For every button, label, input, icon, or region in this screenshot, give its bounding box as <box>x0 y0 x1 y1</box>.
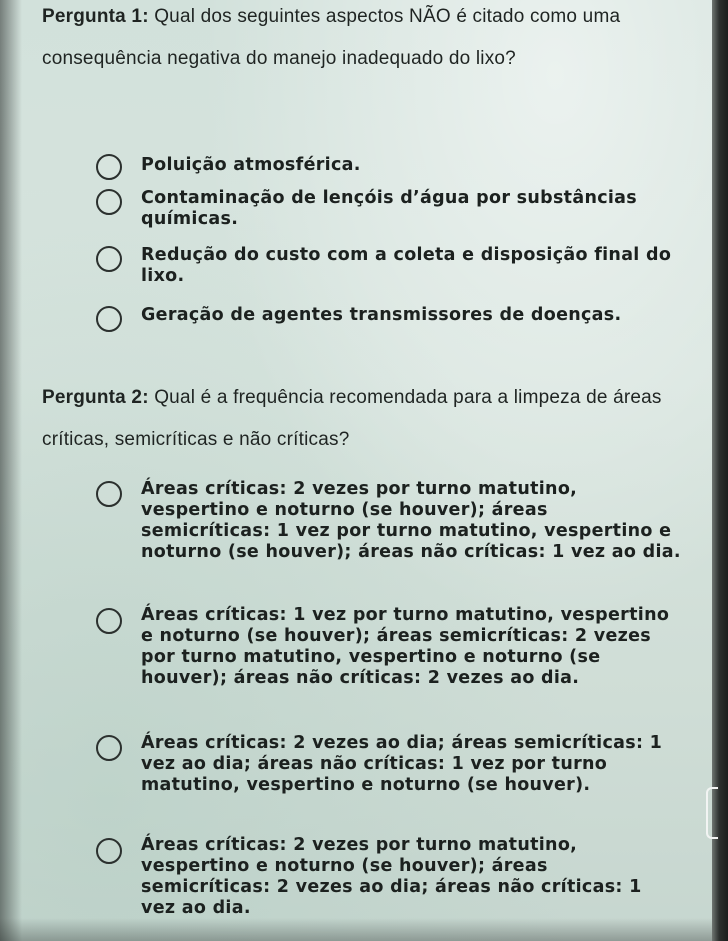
option-label: Áreas críticas: 2 vezes por turno matutino, vespertino e noturno (se houver); áreas semicríticas: 2 vezes ao dia; áreas não críticas: 1 vez ao dia. <box>141 835 642 918</box>
question-2-number: Pergunta 2: <box>42 387 149 408</box>
radio-button[interactable] <box>96 608 122 634</box>
question-1-number: Pergunta 1: <box>42 6 149 27</box>
question-1-text: Qual dos seguintes aspectos NÃO é citado como uma consequência negativa do manejo inadequado do lixo? <box>42 6 621 69</box>
radio-button[interactable] <box>96 735 122 761</box>
option-label: Áreas críticas: 2 vezes ao dia; áreas semicríticas: 1 vez ao dia; áreas não críticas: 1 vez por turno matutino, vespertino e noturno (se houver). <box>141 733 663 795</box>
option-label: Poluição atmosférica. <box>141 155 361 175</box>
device-bezel-left <box>0 0 22 941</box>
radio-button[interactable] <box>96 306 122 332</box>
device-bezel-bottom <box>0 918 712 941</box>
question-2-text: Qual é a frequência recomendada para a limpeza de áreas críticas, semicríticas e não críticas? <box>42 387 662 450</box>
option-label: Áreas críticas: 1 vez por turno matutino, vespertino e noturno (se houver); áreas semicríticas: 2 vezes por turno matutino, vespertino e noturno (se houver); áreas não críticas: 2 vezes ao dia. <box>141 605 670 688</box>
question-2 <box>42 377 682 461</box>
radio-button[interactable] <box>96 189 122 215</box>
question-1 <box>42 0 682 80</box>
radio-button[interactable] <box>96 154 122 180</box>
radio-button[interactable] <box>96 481 122 507</box>
radio-button[interactable] <box>96 246 122 272</box>
option-label: Redução do custo com a coleta e disposição final do lixo. <box>141 245 672 286</box>
radio-button[interactable] <box>96 838 122 864</box>
edge-panel-handle[interactable] <box>706 787 718 839</box>
option-label: Contaminação de lençóis d’água por substâncias químicas. <box>141 188 638 229</box>
option-label: Geração de agentes transmissores de doenças. <box>141 305 622 325</box>
option-label: Áreas críticas: 2 vezes por turno matutino, vespertino e noturno (se houver); áreas semicríticas: 1 vez por turno matutino, vespertino e noturno (se houver); áreas não críticas: 1 vez ao dia. <box>141 479 681 562</box>
